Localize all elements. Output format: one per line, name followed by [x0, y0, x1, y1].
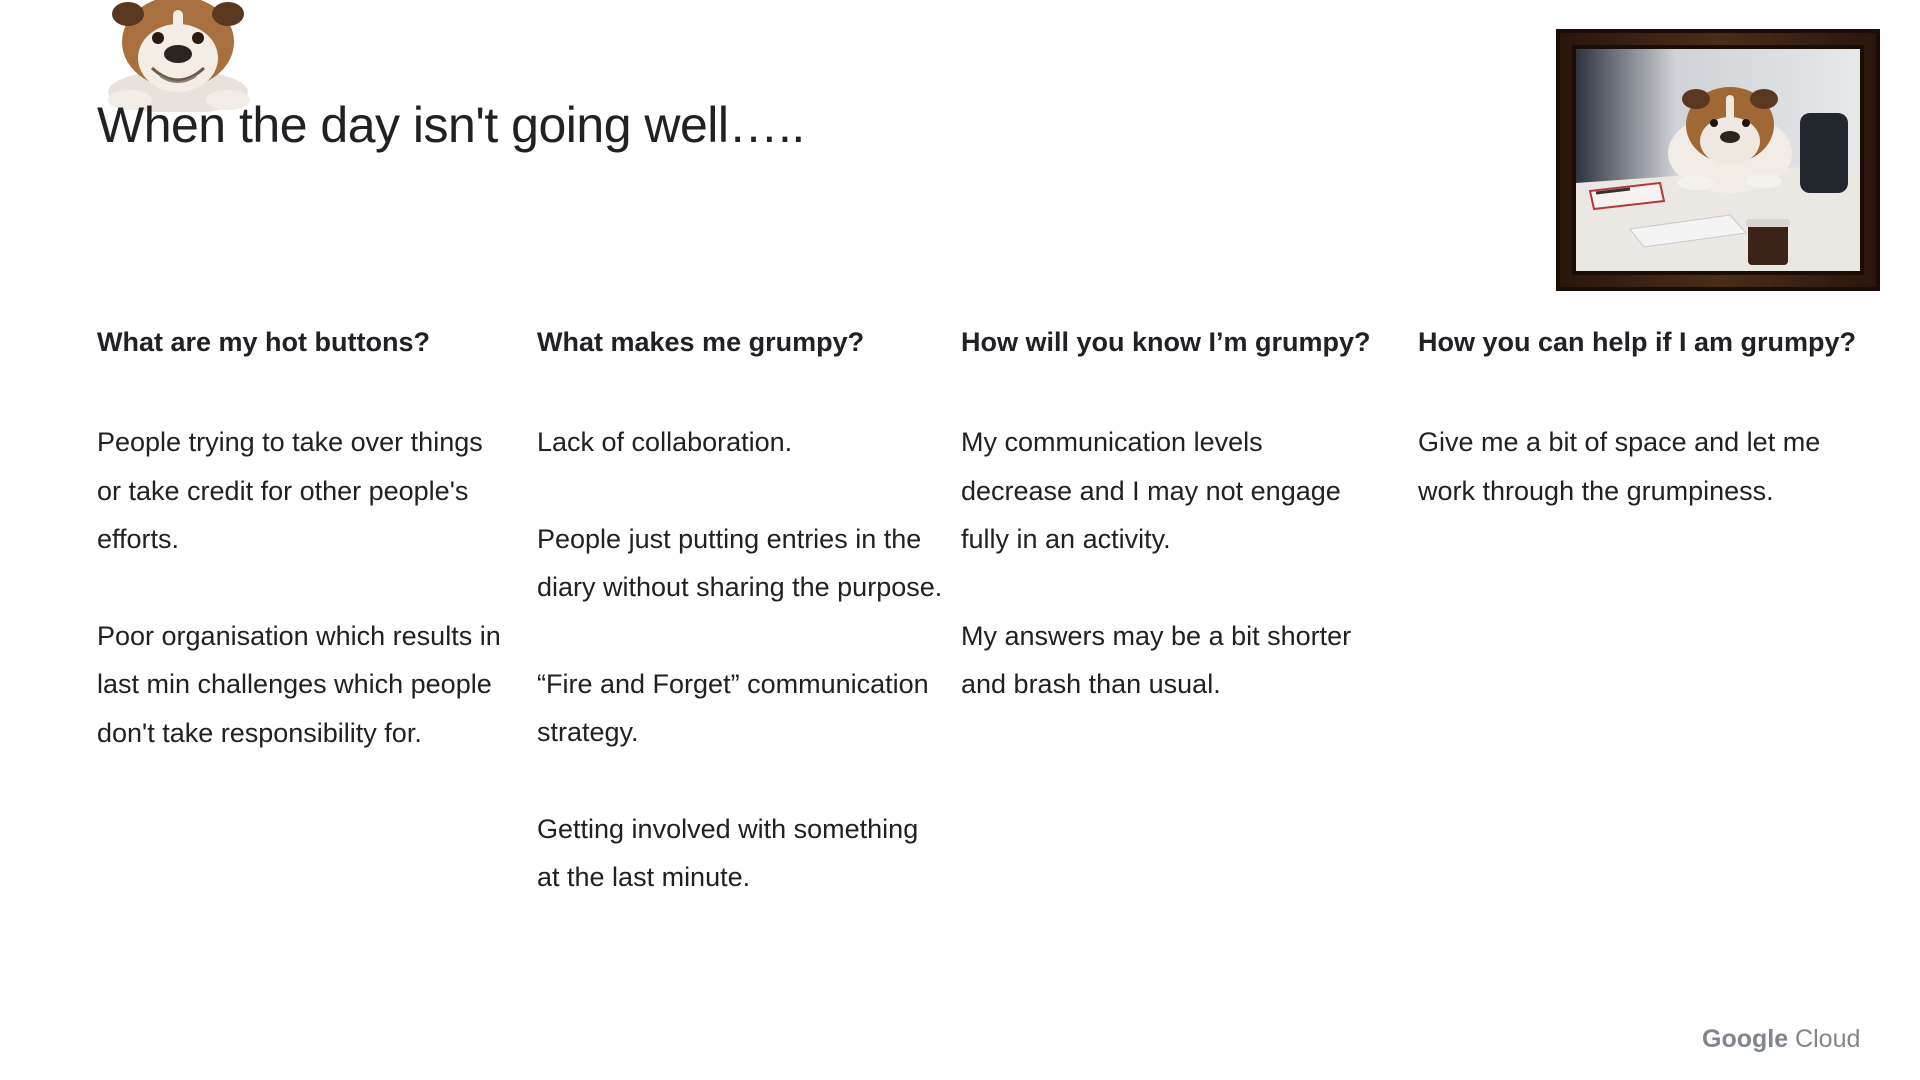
list-item: People trying to take over things or take credit for other people's efforts.	[97, 427, 483, 554]
column-heading: What makes me grumpy?	[537, 327, 865, 357]
list-item: “Fire and Forget” communication strategy.	[537, 668, 929, 747]
list-item: Getting involved with something at the last minute.	[537, 813, 919, 892]
column-items	[97, 418, 507, 757]
column-items	[961, 418, 1381, 709]
list-item: People just putting entries in the diary without sharing the purpose.	[537, 523, 943, 602]
list-item: Lack of collaboration.	[537, 427, 793, 457]
column-items	[1418, 418, 1858, 515]
framed-bulldog-at-desk-photo	[1560, 33, 1876, 287]
column-how-you-know	[961, 322, 1381, 757]
column-how-to-help	[1418, 322, 1858, 563]
google-cloud-logo	[1702, 1025, 1860, 1054]
brand-cloud-text: Cloud	[1788, 1025, 1861, 1053]
list-item: My communication levels decrease and I may not engage fully in an activity.	[961, 427, 1341, 554]
list-item: Give me a bit of space and let me work through the grumpiness.	[1418, 427, 1821, 506]
list-item: Poor organisation which results in last min challenges which people don't take responsibility for.	[97, 620, 501, 748]
brand-google-text: Google	[1702, 1025, 1789, 1053]
column-heading: How you can help if I am grumpy?	[1418, 327, 1857, 357]
list-item: My answers may be a bit shorter and brash than usual.	[961, 620, 1352, 699]
column-items	[537, 418, 947, 902]
column-what-makes-grumpy	[537, 322, 947, 950]
framed-bulldog-photo	[1556, 29, 1880, 291]
page-title: When the day isn't going well…..	[97, 97, 805, 153]
column-heading: How will you know I’m grumpy?	[961, 327, 1371, 357]
column-hot-buttons	[97, 322, 507, 805]
column-heading: What are my hot buttons?	[97, 327, 430, 357]
